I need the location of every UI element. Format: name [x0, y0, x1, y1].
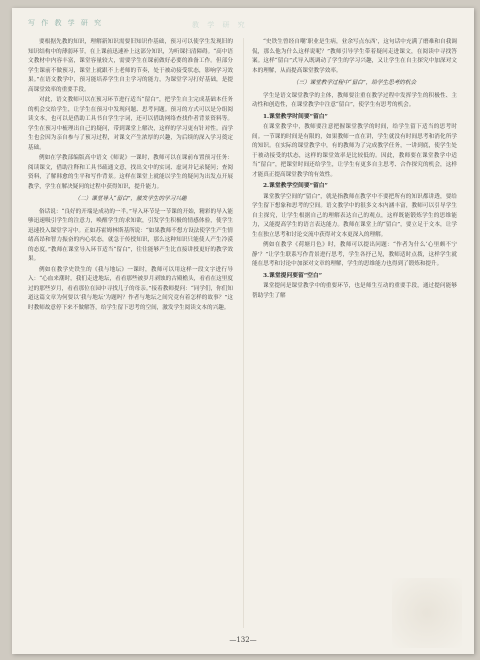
subsection-heading: 1.课堂教学时间要“留白” — [263, 113, 328, 120]
paragraph: 学生是语文课堂教学的主体，教师要注重在教学过程中发挥学生的积极性、主动性和创造性，在课堂教学中注意“留白”，使学生有思考的机会。 — [252, 92, 457, 108]
running-header: 写 作 教 学 研 究 — [28, 19, 104, 27]
paragraph: 俗话说：“良好的开端是成功的一半。”导入环节是一节课的开始，精彩的导入能够迅速吸引学生的注意力，唤醒学生的求知欲，引发学生积极的情感体验，使学生迅速投入课堂学习中。正如苏霍姆林斯基所说：“如果教师不想方设法使学生产生情绪高昂和智力振奋的内心状态，就急于传授知识，那么这种知识只能使人产生冷漠的态度。”教师在课堂导入环节适当“留白”，往往能够产生比直接讲授更好的教学效果。 — [28, 208, 233, 262]
paragraph: 在课堂教学中，教师要注意把握课堂教学的时间，给学生留下适当的思考时间。一节课的时间是有限的，如果教师一直在讲，学生就没有时间思考和消化所学的知识。在实际的课堂教学中，有的教师为了完成教学任务，一讲到底，使学生处于被动接受的状态，这样的课堂效率是比较低的。因此，教师要在课堂教学中适当“留白”，把课堂时间还给学生，让学生有更多自主思考、合作探究的机会，这样才能真正提高课堂教学的有效性。 — [252, 124, 457, 178]
subsection-heading: 2.课堂教学空间要“留白” — [263, 183, 328, 189]
section-heading: （三）课堂教学过程中“留白”，给学生思考的机会 — [292, 80, 417, 86]
paragraph: “史铁生曾经自嘲‘职业是生病，业余写点东西’，这句话中充满了磨难和自我调侃，那么他为什么这样说呢？”教师引导学生带着疑问走进课文，在阅读中寻找答案。这样“留白”式导入既调动了学生的学习兴趣，又让学生在自主探究中加深对文本的理解，从而提高课堂教学效率。 — [252, 39, 457, 74]
subsection-heading: 3.课堂提问要留“空白” — [263, 272, 323, 279]
section-heading: （二）课堂导入“留白”，激发学生的学习兴趣 — [74, 196, 187, 202]
left-column — [28, 38, 233, 628]
page-number: —132— — [229, 636, 257, 644]
paragraph: 对此，语文教师可以在预习环节进行适当“留白”，把学生自主完成基础本任务的机会交给学生，让学生在预习中发现问题、思考问题。预习的方式可以是分组阅读文本，也可以是借助工具书自学生字词，还可以借助网络查找作者背景资料等。学生在预习中梳理出自己的疑问，带到课堂上解决，这样的学习更有针对性。而学生也会因为亲自参与了预习过程，对课文产生浓厚的兴趣，为后续的深入学习奠定基础。 — [28, 97, 233, 151]
right-column — [252, 38, 457, 628]
column-divider — [243, 38, 244, 628]
document-page — [12, 8, 474, 654]
paragraph: 要根据先教的知识，理解新知识需要旧知识作基础，预习可以使学生发现旧的知识结构中的薄弱环节，在上课前迅速补上这部分知识，为听课扫清障碍。“高中语文教材中内容丰富，课堂容量较大，需要学生在课前做好必要的准备工作。但部分学生课前不做预习，课堂上就跟不上老师的节奏，处于被动接受状态，影响学习效果。”在语文教学中，预习能培养学生自主学习的能力，为课堂学习打好基础，是提高课堂效率的重要手段。 — [28, 39, 233, 93]
paragraph: 例如在教学史铁生的《我与地坛》一课时，教师可以用这样一段文字进行导入：“心血来潮时，我们走进地坛，看看那些被岁月剥蚀的古殿檐头，看看在这里度过的那些岁月，看看那位在园中寻找儿子的母亲。”接着教师提问：“同学们，你们知道这篇文章为何要以‘我与地坛’为题吗？作者与地坛之间究竟有着怎样的故事？”这时教师故意停下来不做解答，给学生留下思考的空间，激发学生阅读文本的兴趣。 — [28, 266, 233, 311]
paragraph: 课堂提问是课堂教学中的重要环节，也是师生互动的重要手段，通过提问能够帮助学生了解 — [252, 283, 457, 299]
faded-banner-text: 教 学 研 究 — [192, 21, 248, 29]
paragraph: 例如在教学《荷塘月色》时，教师可以提出问题：“作者为什么‘心里颇不宁静’？”让学生联系写作背景进行思考，学生各抒己见，教师适时点拨，这样学生就能在思考和讨论中加深对文章的理解，学生的思维能力也得到了锻炼和提升。 — [252, 242, 457, 267]
paragraph: 课堂教学空间的“留白”，就是指教师在教学中不要把所有的知识都讲透，要给学生留下想象和思考的空间。语文教学中的很多文本内涵丰富，教师可以引导学生自主探究，让学生根据自己的理解表达自己的观点，这样既能锻炼学生的思维能力，又能提高学生的语言表达能力。教师在课堂上的“留白”，要立足于文本，让学生在独立思考和讨论交流中获得对文本更深入的理解。 — [252, 193, 457, 238]
paragraph: 例如在学教部编版高中语文《师说》一课时，教师可以在课前布置预习任务：阅读课文，借助注释和工具书疏通文意，找出文中的实词、虚词并记录疑问；查阅资料，了解韩愈的生平和写作背景。这样在课堂上就能以学生的疑问为出发点开展教学，学生在解决疑问的过程中获得知识，提升能力。 — [28, 155, 233, 190]
